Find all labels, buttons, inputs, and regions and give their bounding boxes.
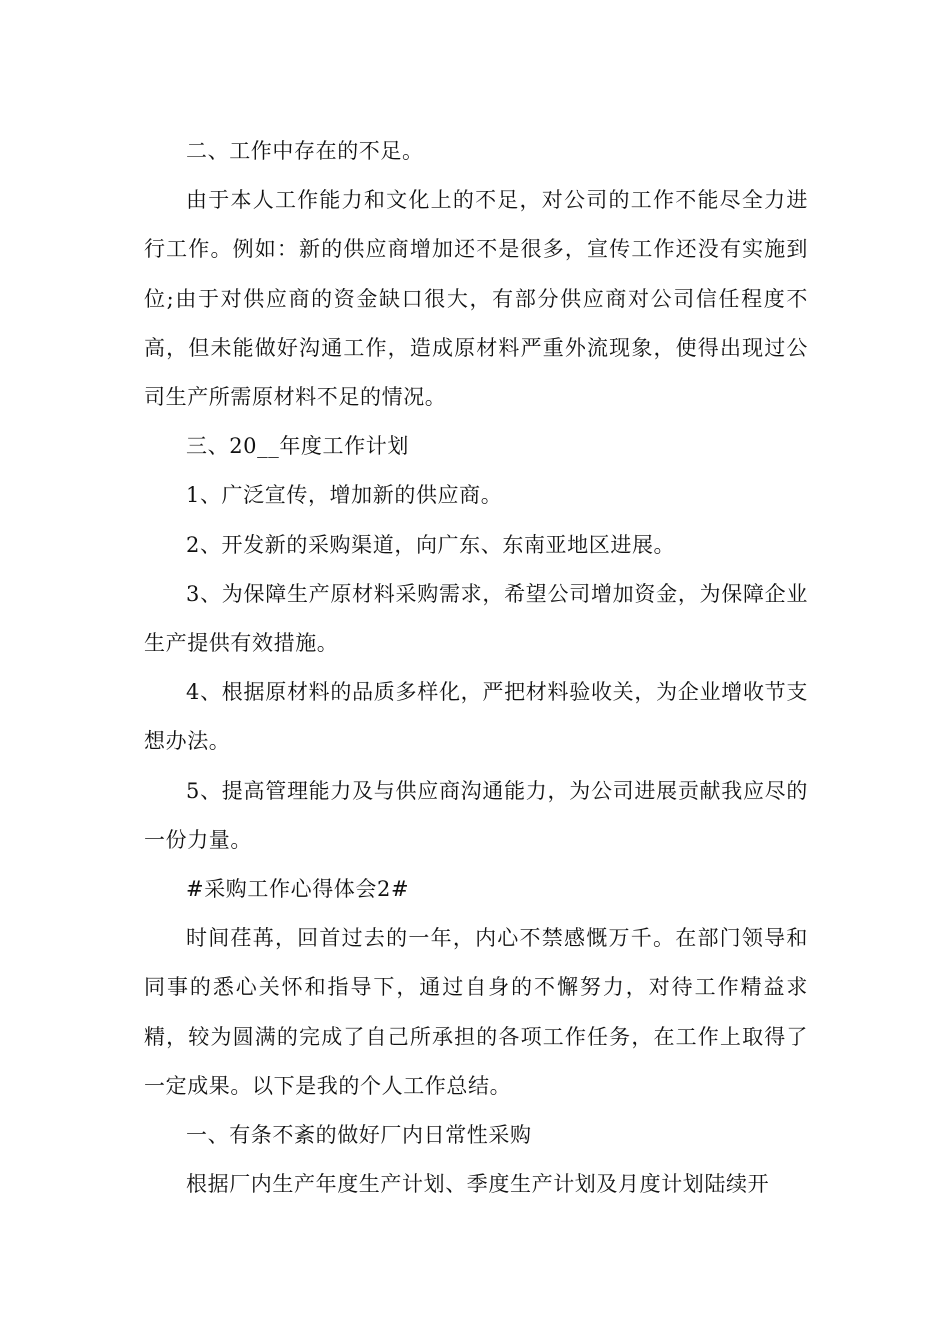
article-title-2: #采购工作心得体会2# [186, 877, 410, 902]
section-heading-shortcomings: 二、工作中存在的不足。 [186, 139, 424, 163]
plan-item-4: 4、根据原材料的品质多样化，严把材料验收关，为企业增收节支想办法。 [144, 680, 808, 754]
document-body [144, 127, 808, 1209]
paragraph-procurement-plan: 根据厂内生产年度生产计划、季度生产计划及月度计划陆续开 [186, 1172, 770, 1197]
plan-item-2: 2、开发新的采购渠道，向广东、东南亚地区进展。 [186, 532, 676, 557]
paragraph-shortcomings-detail: 由于本人工作能力和文化上的不足，对公司的工作不能尽全力进行工作。例如：新的供应商增加还不是很多，宣传工作还没有实施到位;由于对供应商的资金缺口很大，有部分供应商对公司信任程度不高，但未能做好沟通工作，造成原材料严重外流现象，使得出现过公司生产所需原材料不足的情况。 [144, 188, 808, 410]
plan-item-3: 3、为保障生产原材料采购需求，希望公司增加资金，为保障企业生产提供有效措施。 [144, 581, 808, 656]
plan-item-1: 1、广泛宣传，增加新的供应商。 [186, 483, 503, 508]
section-heading-annual-plan: 三、20__年度工作计划 [186, 434, 409, 459]
paragraph-year-review: 时间荏苒，回首过去的一年，内心不禁感慨万千。在部门领导和同事的悉心关怀和指导下，通过自身的不懈努力，对待工作精益求精，较为圆满的完成了自己所承担的各项工作任务，在工作上取得了一定成果。以下是我的个人工作总结。 [144, 926, 808, 1098]
plan-item-5: 5、提高管理能力及与供应商沟通能力，为公司进展贡献我应尽的一份力量。 [144, 778, 808, 852]
section-heading-daily-procurement: 一、有条不紊的做好厂内日常性采购 [186, 1123, 532, 1148]
